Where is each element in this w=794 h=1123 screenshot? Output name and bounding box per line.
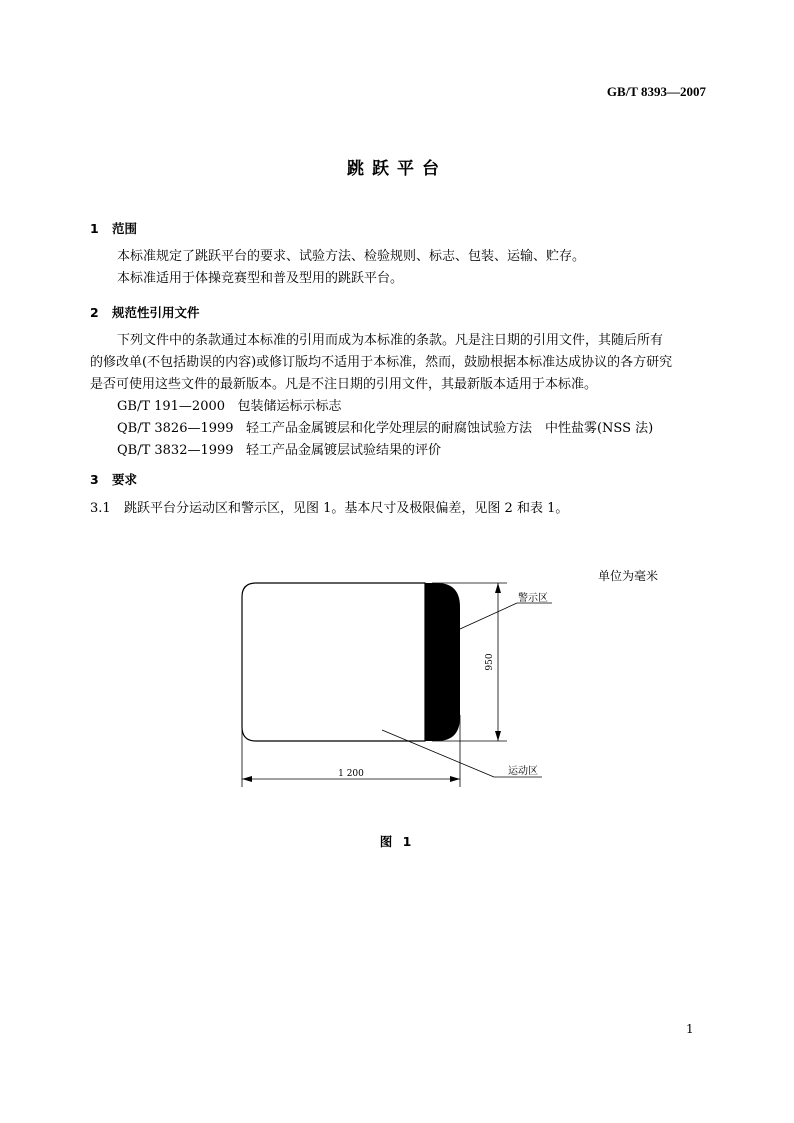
section-2-heading — [90, 303, 200, 321]
reference-title: 包装储运标示标志 — [237, 399, 342, 414]
dimension-height: 950 — [485, 653, 495, 671]
paragraph-line: 的修改单(不包括勘误的内容)或修订版均不适用于本标准，然而，鼓励根据本标准达成协议的各方研究 — [90, 355, 673, 370]
clause-text: 跳跃平台分运动区和警示区，见图 1。基本尺寸及极限偏差，见图 2 和表 1。 — [124, 501, 569, 516]
arrowhead — [495, 731, 501, 741]
reference-title: 轻工产品金属镀层和化学处理层的耐腐蚀试验方法 中性盐雾(NSS 法) — [245, 421, 654, 436]
document-title: 跳跃平台 — [347, 159, 447, 179]
clause-3-1 — [90, 498, 720, 520]
section-number: 3 — [90, 472, 99, 487]
platform-outline — [242, 583, 425, 741]
section-2-body — [90, 330, 720, 462]
figure-1-drawing — [232, 575, 562, 795]
arrowhead — [450, 776, 460, 782]
section-3-heading — [90, 470, 137, 488]
clause-number: 3.1 — [90, 501, 111, 516]
reference-code: QB/T 3832—1999 — [117, 443, 234, 458]
section-title: 规范性引用文件 — [112, 305, 200, 320]
reference-item — [90, 396, 720, 418]
section-number: 1 — [90, 221, 99, 236]
section-title: 要求 — [112, 472, 138, 487]
page-number: 1 — [686, 1022, 694, 1036]
section-title: 范围 — [112, 221, 138, 236]
reference-item — [90, 418, 720, 440]
unit-note: 单位为毫米 — [598, 569, 659, 583]
label-motion-zone: 运动区 — [508, 766, 538, 777]
paragraph: 本标准规定了跳跃平台的要求、试验方法、检验规则、标志、包装、运输、贮存。 — [117, 249, 586, 264]
section-number: 2 — [90, 305, 99, 320]
warning-zone — [425, 583, 460, 741]
paragraph-line: 是否可使用这些文件的最新版本。凡是不注日期的引用文件，其最新版本适用于本标准。 — [90, 377, 598, 392]
section-1-heading — [90, 219, 137, 237]
section-1-body — [90, 246, 720, 290]
clause-line — [90, 498, 720, 520]
label-warning-zone: 警示区 — [518, 593, 548, 604]
leader-line — [460, 603, 517, 629]
paragraph-line: 下列文件中的条款通过本标准的引用而成为本标准的条款。凡是注日期的引用文件，其随后所有 — [117, 333, 664, 348]
arrowhead — [495, 583, 501, 593]
dimension-width: 1 200 — [338, 769, 364, 779]
paragraph: 本标准适用于体操竞赛型和普及型用的跳跃平台。 — [117, 271, 404, 286]
arrowhead — [242, 776, 252, 782]
figure-caption: 图 1 — [379, 834, 415, 849]
reference-item — [90, 440, 720, 462]
reference-code: GB/T 191—2000 — [117, 399, 226, 414]
standard-code: GB/T 8393—2007 — [606, 84, 706, 99]
reference-title: 轻工产品金属镀层试验结果的评价 — [245, 443, 441, 458]
reference-code: QB/T 3826—1999 — [117, 421, 234, 436]
